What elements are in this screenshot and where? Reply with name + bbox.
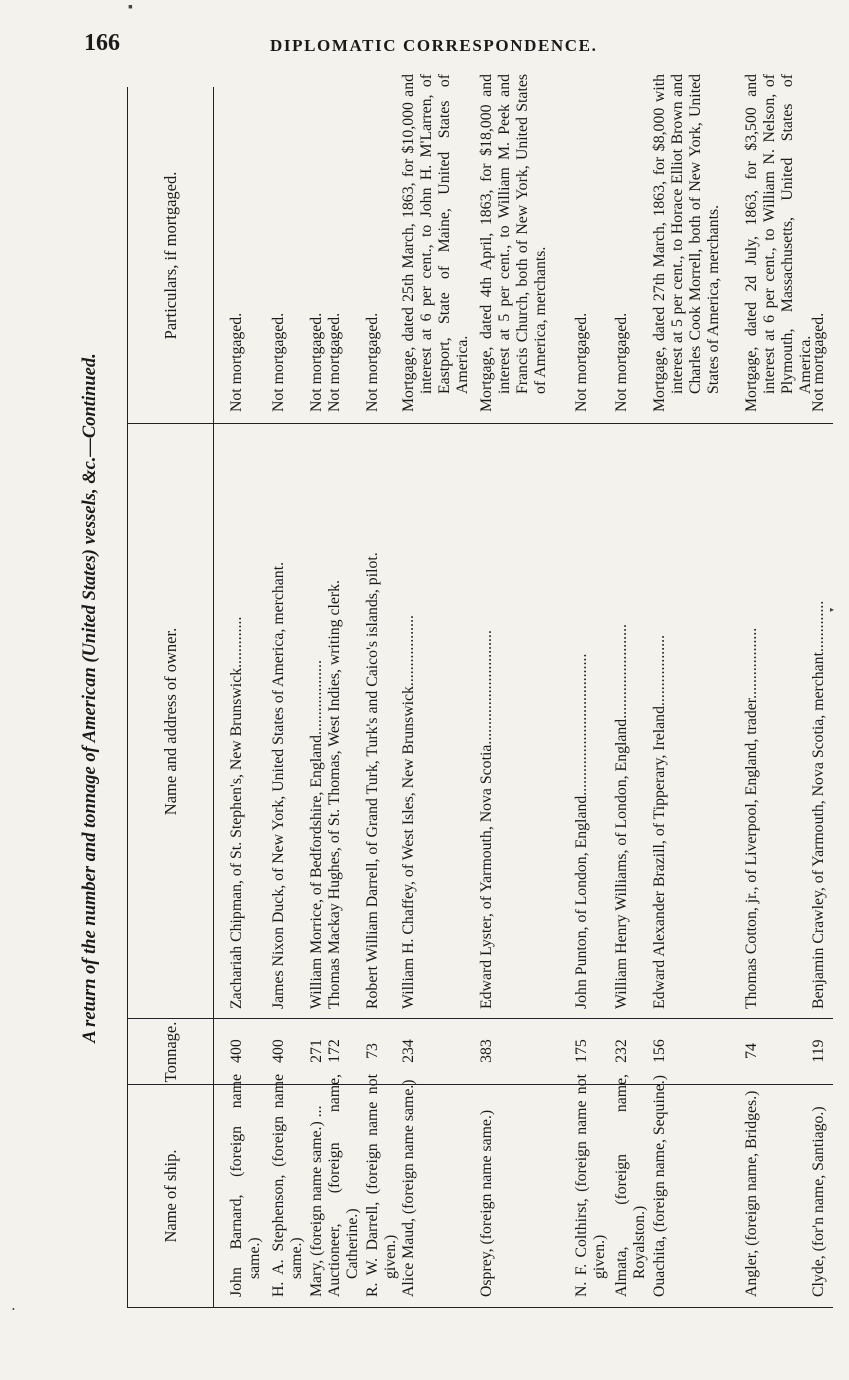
- header-mortgage: Particulars, if mortgaged.: [160, 171, 180, 340]
- table-row-owner: Zachariah Chipman, of St. Stephen's, New Brunswick.............: [228, 616, 245, 1009]
- table-row-ship: R. W. Darrell, (foreign name not given.): [364, 1074, 399, 1297]
- header-tonnage: Tonnage.: [160, 1021, 180, 1083]
- table-row-owner: William H. Chaffey, of West Isles, New Brunswick..................: [400, 615, 417, 1009]
- print-speck: •: [12, 1305, 15, 1314]
- table-row-ship: H. A. Stephenson, (foreign name same.): [270, 1074, 305, 1297]
- table-row-owner: William Morrice, of Bedfordshire, England...................: [308, 659, 325, 1009]
- table-row-ship: Alice Maud, (foreign name same.): [400, 1079, 417, 1297]
- table-row-mortgage: Not mortgaged.: [270, 312, 287, 412]
- table-title: A return of the number and tonnage of American (United States) vessels, &c.—Continued.: [80, 353, 100, 1043]
- table-row-tonnage: 156: [651, 1039, 668, 1063]
- table-row-ship: N. F. Colthirst, (foreign name not given.): [573, 1074, 608, 1297]
- table-row-ship: Clyde, (for'n name, Santiago.): [810, 1106, 827, 1297]
- table-row-tonnage: 234: [400, 1039, 417, 1063]
- table-row-owner: Benjamin Crawley, of Yarmouth, Nova Scotia, merchant.............: [810, 600, 827, 1009]
- table-row-tonnage: 172: [326, 1039, 343, 1063]
- table-row-ship: John Barnard, (foreign name same.): [228, 1074, 263, 1297]
- table-row-ship: Auctioneer, (foreign name, Catherine.): [326, 1074, 361, 1297]
- table-row-tonnage: 232: [613, 1039, 630, 1063]
- table-row-owner: Edward Alexander Brazill, of Tipperary, Ireland..................: [651, 634, 668, 1009]
- print-speck: ▸: [830, 605, 835, 614]
- column-rule: [128, 1018, 833, 1019]
- header-owner: Name and address of owner.: [160, 627, 180, 816]
- table-row-tonnage: 383: [478, 1039, 495, 1063]
- table-row-owner: Thomas Mackay Hughes, of St. Thomas, West Indies, writing clerk.: [326, 580, 343, 1009]
- table-row-mortgage: Not mortgaged.: [326, 312, 343, 412]
- header-ship: Name of ship.: [160, 1149, 180, 1243]
- table-row-owner: John Punton, of London, England....................................: [573, 653, 590, 1009]
- table-row-tonnage: 119: [810, 1039, 827, 1063]
- table-row-tonnage: 74: [743, 1043, 760, 1059]
- table-row-ship: Osprey, (foreign name same.): [478, 1109, 495, 1297]
- table-row-owner: William Henry Williams, of London, England........................: [613, 624, 630, 1009]
- table-row-tonnage: 73: [364, 1043, 381, 1059]
- print-speck: ▪: [128, 0, 133, 15]
- table-row-mortgage: Not mortgaged.: [613, 312, 630, 412]
- vessel-table: [127, 74, 833, 1308]
- page-number: 166: [84, 30, 120, 56]
- rotated-table-block: [72, 74, 835, 1318]
- table-row-mortgage: Mortgage, dated 27th March, 1863, for $8,000 with interest at 5 per cent., to Horace Elliot Brown and Charles Cook Morrell, both of New York, United States of America, merchants.: [651, 74, 722, 412]
- table-row-owner: Robert William Darrell, of Grand Turk, Turk's and Caico's islands, pilot.: [364, 552, 381, 1009]
- table-row-ship: Angler, (foreign name, Bridges.): [743, 1090, 760, 1297]
- table-row-mortgage: Not mortgaged.: [573, 312, 590, 412]
- table-row-ship: Mary, (foreign name same.) ...: [308, 1105, 325, 1297]
- table-row-mortgage: Mortgage, dated 4th April, 1863, for $18,000 and interest at 5 per cent., to William M. Peek and Francis Church, both of New York, United States of America, merchants.: [478, 74, 549, 412]
- table-row-ship: Ouachita, (foreign name, Sequine.): [651, 1075, 668, 1297]
- table-row-mortgage: Not mortgaged.: [364, 312, 381, 412]
- table-row-tonnage: 271: [308, 1039, 325, 1063]
- table-row-mortgage: Mortgage, dated 2d July, 1863, for $3,500 and interest at 6 per cent., to William N. Nelson, of Plymouth, Massachusetts, United States of America.: [743, 74, 814, 412]
- header-rule: [213, 87, 214, 1307]
- table-row-tonnage: 400: [228, 1039, 245, 1063]
- table-row-owner: Thomas Cotton, jr., of Liverpool, England, trader..................: [743, 627, 760, 1009]
- table-row-tonnage: 400: [270, 1039, 287, 1063]
- table-row-owner: Edward Lyster, of Yarmouth, Nova Scotia.............................: [478, 630, 495, 1009]
- table-row-mortgage: Not mortgaged.: [810, 312, 827, 412]
- table-row-mortgage: Mortgage, dated 25th March, 1863, for $10,000 and interest at 6 per cent., to John H. M'Larren, of Eastport, State of Maine, United States of America.: [400, 74, 471, 412]
- table-row-ship: Almata, (foreign name, Royalston.): [613, 1074, 648, 1297]
- running-head: DIPLOMATIC CORRESPONDENCE.: [270, 36, 598, 55]
- table-row-tonnage: 175: [573, 1039, 590, 1063]
- table-row-mortgage: Not mortgaged.: [228, 312, 245, 412]
- table-row-mortgage: Not mortgaged.: [308, 312, 325, 412]
- table-row-owner: James Nixon Duck, of New York, United States of America, merchant.: [270, 561, 287, 1009]
